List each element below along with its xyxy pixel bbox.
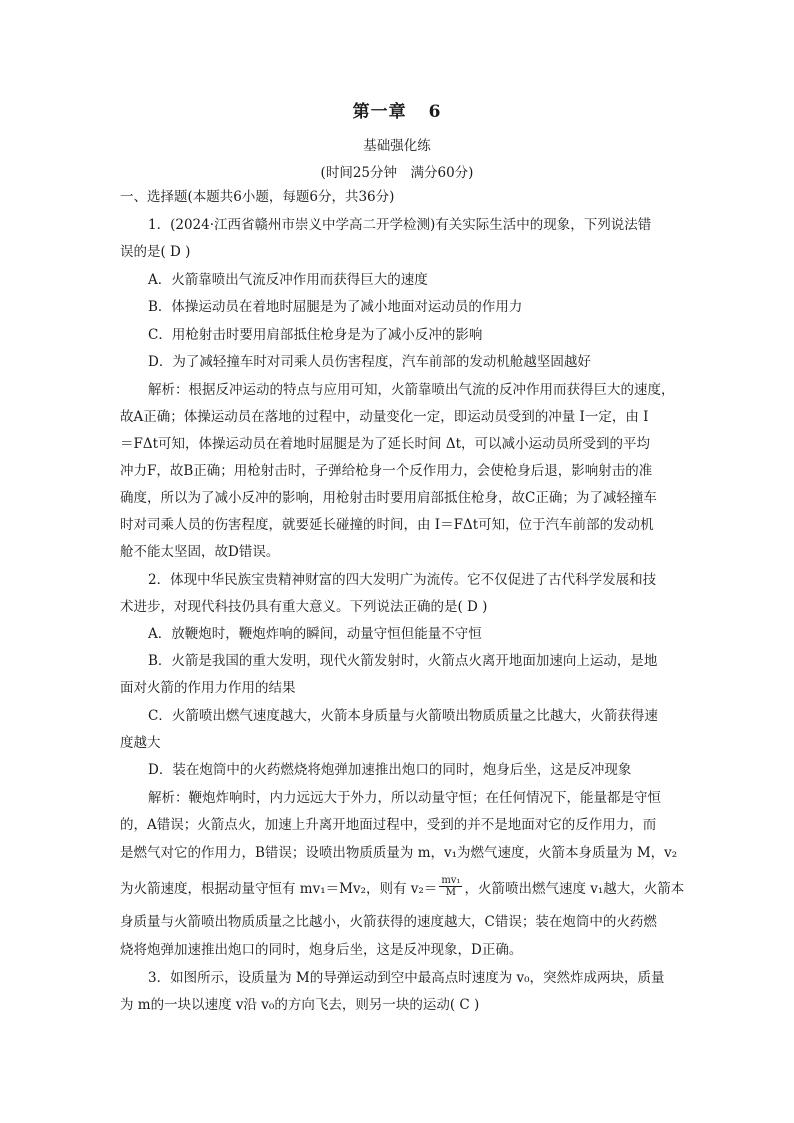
q2-analysis-line-4-post: ，火箭喷出燃气速度 v₁越大，火箭本 xyxy=(464,881,685,897)
q2-analysis-line-1: 解析：鞭炮炸响时，内力远远大于外力，所以动量守恒；在任何情况下，能量都是守恒 xyxy=(148,790,661,806)
q1-stem-line-2: 误的是( D ) xyxy=(120,244,191,260)
section-heading: 一、选择题(本题共6小题，每题6分，共36分) xyxy=(120,189,395,205)
chapter-title xyxy=(0,97,794,122)
q2-analysis-line-4 xyxy=(120,875,685,901)
q2-analysis-line-3: 是燃气对它的作用力，B错误；设喷出物质质量为 m，v₁为燃气速度，火箭本身质量为 M，v₂ xyxy=(120,845,678,861)
q1-option-d: D．为了减轻撞车时对司乘人员伤害程度，汽车前部的发动机舱越坚固越好 xyxy=(148,354,591,370)
q2-option-a: A．放鞭炮时，鞭炮炸响的瞬间，动量守恒但能量不守恒 xyxy=(148,626,482,642)
practice-subtitle: 基础强化练 xyxy=(363,138,431,154)
q1-analysis-line: 舱不能太坚固，故D错误。 xyxy=(120,544,280,560)
q2-option-c-line-2: 度越大 xyxy=(120,735,161,751)
q1-analysis-line: 故A正确；体操运动员在落地的过程中，动量变化一定，即运动员受到的冲量 I一定，由 I xyxy=(120,409,649,425)
q1-analysis-line: 确度，所以为了减小反冲的影响，用枪射击时要用肩部抵住枪身，故C正确；为了减轻撞车 xyxy=(120,490,657,506)
q1-option-b: B．体操运动员在着地时屈腿是为了减小地面对运动员的作用力 xyxy=(148,299,523,315)
q1-analysis-line: 解析：根据反冲运动的特点与应用可知，火箭靠喷出气流的反冲作用而获得巨大的速度， xyxy=(148,382,675,398)
q2-analysis-line-2: 的，A错误；火箭点火，加速上升离开地面过程中，受到的并不是地面对它的反作用力，而 xyxy=(120,817,657,833)
fraction-numerator: mv₁ xyxy=(441,875,461,886)
q2-stem-line-2: 术进步，对现代科技仍具有重大意义。下列说法正确的是( D ) xyxy=(120,599,488,615)
q1-analysis-line: 时对司乘人员的伤害程度，就要延长碰撞的时间，由 I＝FΔt可知，位于汽车前部的发动机 xyxy=(120,517,654,533)
q2-analysis-line-5: 身质量与火箭喷出物质质量之比越小，火箭获得的速度越大，C错误；装在炮筒中的火药燃 xyxy=(120,914,657,930)
velocity-fraction xyxy=(439,875,462,898)
fraction-denominator: M xyxy=(445,887,457,898)
q2-stem-line-1: 2．体现中华民族宝贵精神财富的四大发明广为流传。它不仅促进了古代科学发展和技 xyxy=(148,572,657,588)
q1-analysis-line: 冲力F，故B正确；用枪射击时，子弹给枪身一个反作用力，会使枪身后退，影响射击的准 xyxy=(120,463,653,479)
q2-analysis-line-6: 烧将炮弹加速推出炮口的同时，炮身后坐，这是反冲现象，D正确。 xyxy=(120,942,523,958)
chapter-label: 第一章 xyxy=(352,102,407,122)
q2-analysis-line-4-pre: 为火箭速度，根据动量守恒有 mv₁＝Mv₂，则有 v₂＝ xyxy=(120,881,438,897)
q2-option-b-line-2: 面对火箭的作用力作用的结果 xyxy=(120,680,296,696)
q1-stem-line-1: 1．(2024·江西省赣州市崇义中学高二开学检测)有关实际生活中的现象，下列说法错 xyxy=(148,217,652,233)
q1-option-c: C．用枪射击时要用肩部抵住枪身是为了减小反冲的影响 xyxy=(148,327,483,343)
time-info: (时间25分钟 满分60分) xyxy=(320,165,474,181)
q2-option-d: D．装在炮筒中的火药燃烧将炮弹加速推出炮口的同时，炮身后坐，这是反冲现象 xyxy=(148,762,632,778)
q2-option-b-line-1: B．火箭是我国的重大发明，现代火箭发射时，火箭点火离开地面加速向上运动，是地 xyxy=(148,653,658,669)
q1-option-a: A．火箭靠喷出气流反冲作用而获得巨大的速度 xyxy=(148,272,428,288)
q1-analysis-line: ＝FΔt可知，体操运动员在着地时屈腿是为了延长时间 Δt，可以减小运动员所受到的平均 xyxy=(120,436,651,452)
q3-stem-line-2: 为 m的一块以速度 v沿 v₀的方向飞去，则另一块的运动( C ) xyxy=(120,997,480,1013)
q2-option-c-line-1: C．火箭喷出燃气速度越大，火箭本身质量与火箭喷出物质质量之比越大，火箭获得速 xyxy=(148,708,658,724)
q3-stem-line-1: 3．如图所示，设质量为 M的导弹运动到空中最高点时速度为 v₀，突然炸成两块，质量 xyxy=(148,970,665,986)
section-number: 6 xyxy=(428,102,442,122)
